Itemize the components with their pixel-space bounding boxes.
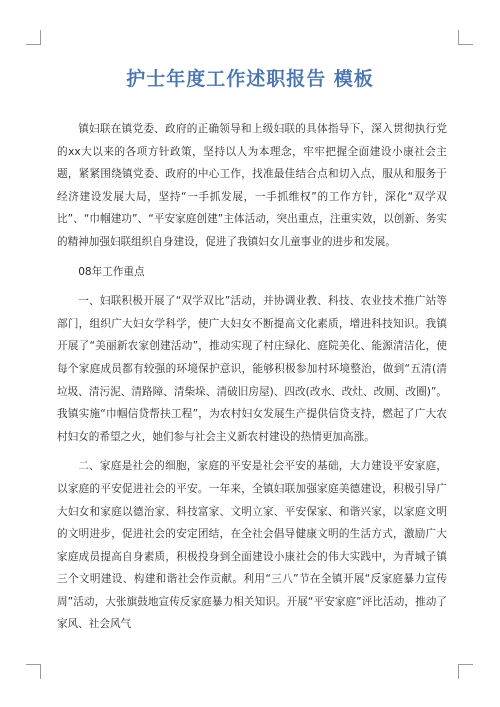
paragraph-intro: 镇妇联在镇党委、政府的正确领导和上级妇联的具体指导下，深入贯彻执行党的xx大以来的各项方针政策，坚持以人为本理念，牢牢把握全面建设小康社会主题，紧紧围绕镇党委、政府的中心工作，找准最佳结合点和切入点，服从和服务于经济建设发展大局，坚持“一手抓发展，一手抓维权”的工作方针，深化“双学双比”、“巾帼建功”、“平安家庭创建”主体活动，突出重点，注重实效，以创新、务实的精神加强妇联组织自身建设，促进了我镇妇女儿童事业的进步和发展。 [57,123,447,248]
paragraph-section-two: 二、家庭是社会的细胞，家庭的平安是社会平安的基础，大力建设平安家庭，以家庭的平安促进社会的平安。一年来，全镇妇联加强家庭美德建设，积极引导广大妇女和家庭以德治家、科技富家、文明立家、平安保家、和谐兴家，以家庭文明的文明进步，促进社会的安定团结，在全社会倡导健康文明的生活方式，激励广大家庭成员提高自身素质，积极投身到全面建设小康社会的伟大实践中，为青城子镇三个文明建设、构建和谐社会作贡献。利用“三八”节在全镇开展“反家庭暴力宣传周”活动，大张旗鼓地宣传反家庭暴力相关知识。开展“平安家庭”评比活动，推动了家风、社会风气 [57,460,447,631]
document-title: 护士年度工作述职报告 模板 [126,68,374,90]
section-heading: 08年工作重点 [78,265,145,278]
crop-mark-bottom-right [458,664,473,679]
crop-mark-top-right [458,30,473,45]
paragraph-section-one: 一、妇联积极开展了“双学双比”活动，并协调业教、科技、农业技术推广站等部门，组织广大妇女学科学，使广大妇女不断提高文化素质，增进科技知识。我镇开展了“美丽新农家创建活动”，推动实现了村庄绿化、庭院美化、能源清洁化，使每个家庭成员都有较强的环境保护意识，能够积极参加村环境整治，做到“五清(清垃圾、清污泥、清路障、清柴垛、清破旧房屋)、四改(改水、改灶、改厕、改圈)”。我镇实施“巾帼信贷帮扶工程”，为农村妇女发展生产提供信贷支持，燃起了广大农村妇女的希望之火，她们参与社会主义新农村建设的热情更加高涨。 [57,295,447,443]
crop-mark-top-left [26,30,41,45]
document-body [57,118,447,643]
crop-mark-bottom-left [26,664,41,679]
